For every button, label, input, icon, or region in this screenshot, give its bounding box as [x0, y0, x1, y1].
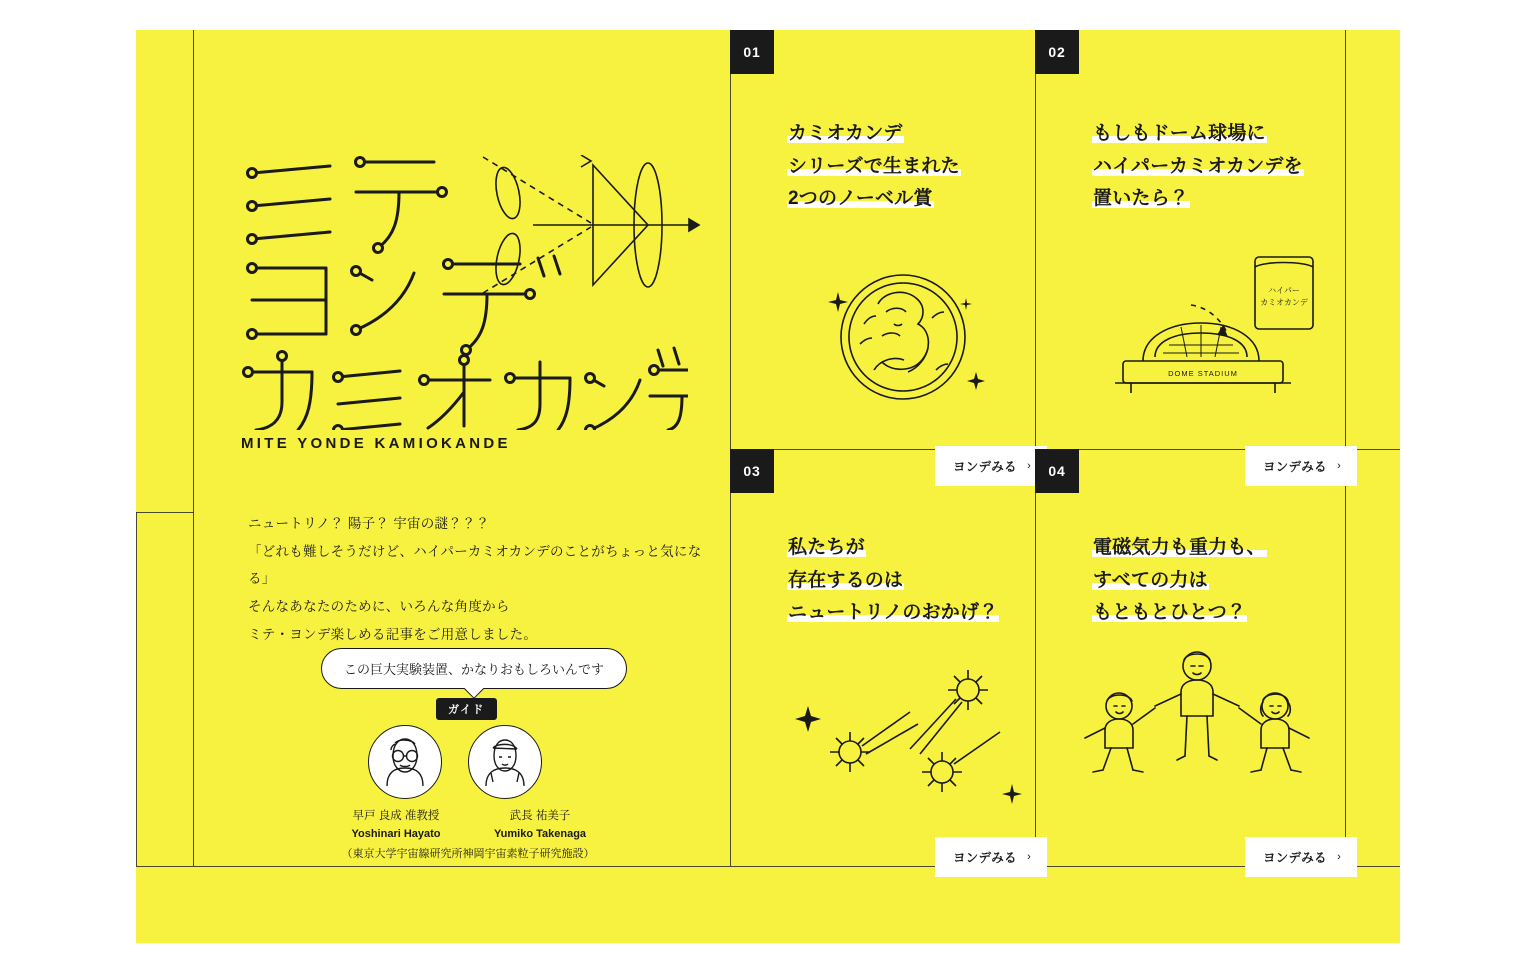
guide-line-horizontal-3: [136, 866, 1400, 867]
three-people-illustration: [1077, 644, 1317, 794]
card-03-title-line-1: 私たちが: [788, 537, 865, 558]
guide-line-horizontal-2: [136, 512, 194, 513]
stadium-label: DOME STADIUM: [1168, 369, 1238, 378]
hero-section: [193, 30, 730, 866]
lead-line-1: ニュートリノ？ 陽子？ 宇宙の謎？？？: [248, 516, 490, 531]
card-01-title-line-3: 2つのノーベル賞: [788, 188, 933, 210]
card-02-title-line-1: もしもドーム球場に: [1093, 123, 1266, 144]
card-04-title-line-3: もともとひとつ？: [1093, 602, 1247, 624]
card-02-number: 02: [1035, 30, 1079, 74]
guide-line-vertical-5: [136, 512, 137, 866]
guide-affiliation: （東京大学宇宙線研究所神岡宇宙素粒子研究施設）: [341, 848, 595, 860]
card-03-title: [787, 532, 1047, 630]
card-04-readmore-label: ヨンデみる: [1263, 851, 1327, 865]
avatar-guide-2[interactable]: [468, 725, 542, 799]
guide-names: [308, 808, 628, 843]
card-01-title: [787, 118, 1037, 216]
card-04-title-line-1: 電磁気力も重力も、: [1093, 537, 1266, 558]
card-01-number: 01: [730, 30, 774, 74]
guide-2-name-ja: 武長 祐美子: [509, 810, 571, 822]
tank-label-line-1: ハイパー: [1268, 286, 1300, 295]
chevron-right-icon: ›: [1337, 851, 1341, 863]
guide-badge: ガイド: [436, 698, 497, 720]
card-04-title-line-2: すべての力は: [1093, 569, 1208, 591]
chevron-right-icon: ›: [1027, 460, 1031, 472]
card-03-number: 03: [730, 449, 774, 493]
card-01-title-line-2: シリーズで生まれた: [788, 155, 960, 177]
lead-line-2: 「どれも難しそうだけど、ハイパーカミオカンデのことがちょっと気になる」: [248, 543, 702, 587]
card-04-number: 04: [1035, 449, 1079, 493]
speech-bubble: この巨大実験装置、かなりおもしろいんです: [321, 648, 627, 689]
card-01-readmore-label: ヨンデみる: [953, 460, 1017, 474]
chevron-right-icon: ›: [1027, 851, 1031, 863]
dome-stadium-illustration: [1095, 245, 1325, 405]
card-03[interactable]: [730, 449, 1035, 866]
card-04[interactable]: [1035, 449, 1345, 866]
guide-1-name-ja: 早戸 良成 准教授: [352, 810, 440, 822]
card-03-readmore-button[interactable]: [935, 837, 1047, 877]
lead-paragraph: [248, 510, 708, 648]
shooting-stars-illustration: [790, 654, 1030, 814]
romaji-title: MITE YONDE KAMIOKANDE: [241, 435, 511, 452]
card-02-title-line-2: ハイパーカミオカンデを: [1093, 155, 1303, 177]
nobel-medal-illustration: [808, 252, 998, 417]
lead-line-3: そんなあなたのために、いろんな角度から: [248, 599, 510, 615]
card-04-title: [1092, 532, 1362, 630]
card-03-title-line-2: 存在するのは: [788, 569, 904, 591]
guide-1-name-en: Yoshinari Hayato: [351, 827, 441, 840]
card-01-title-line-1: カミオカンデ: [788, 123, 903, 144]
card-02-title-line-3: 置いたら？: [1093, 188, 1189, 210]
tank-label-line-2: カミオカンデ: [1260, 298, 1308, 307]
detector-illustration: [473, 155, 703, 295]
card-04-readmore-button[interactable]: [1245, 837, 1357, 877]
card-03-title-line-3: ニュートリノのおかげ？: [788, 602, 999, 624]
chevron-right-icon: ›: [1337, 460, 1341, 472]
lead-line-4: ミテ・ヨンデ楽しめる記事をご用意しました。: [248, 626, 538, 642]
card-02-readmore-label: ヨンデみる: [1263, 460, 1327, 474]
guide-avatars: [368, 725, 568, 803]
avatar-guide-1[interactable]: [368, 725, 442, 799]
card-03-readmore-label: ヨンデみる: [953, 851, 1017, 865]
card-02-title: [1092, 118, 1362, 216]
guide-2-name-en: Yumiko Takenaga: [493, 827, 587, 840]
